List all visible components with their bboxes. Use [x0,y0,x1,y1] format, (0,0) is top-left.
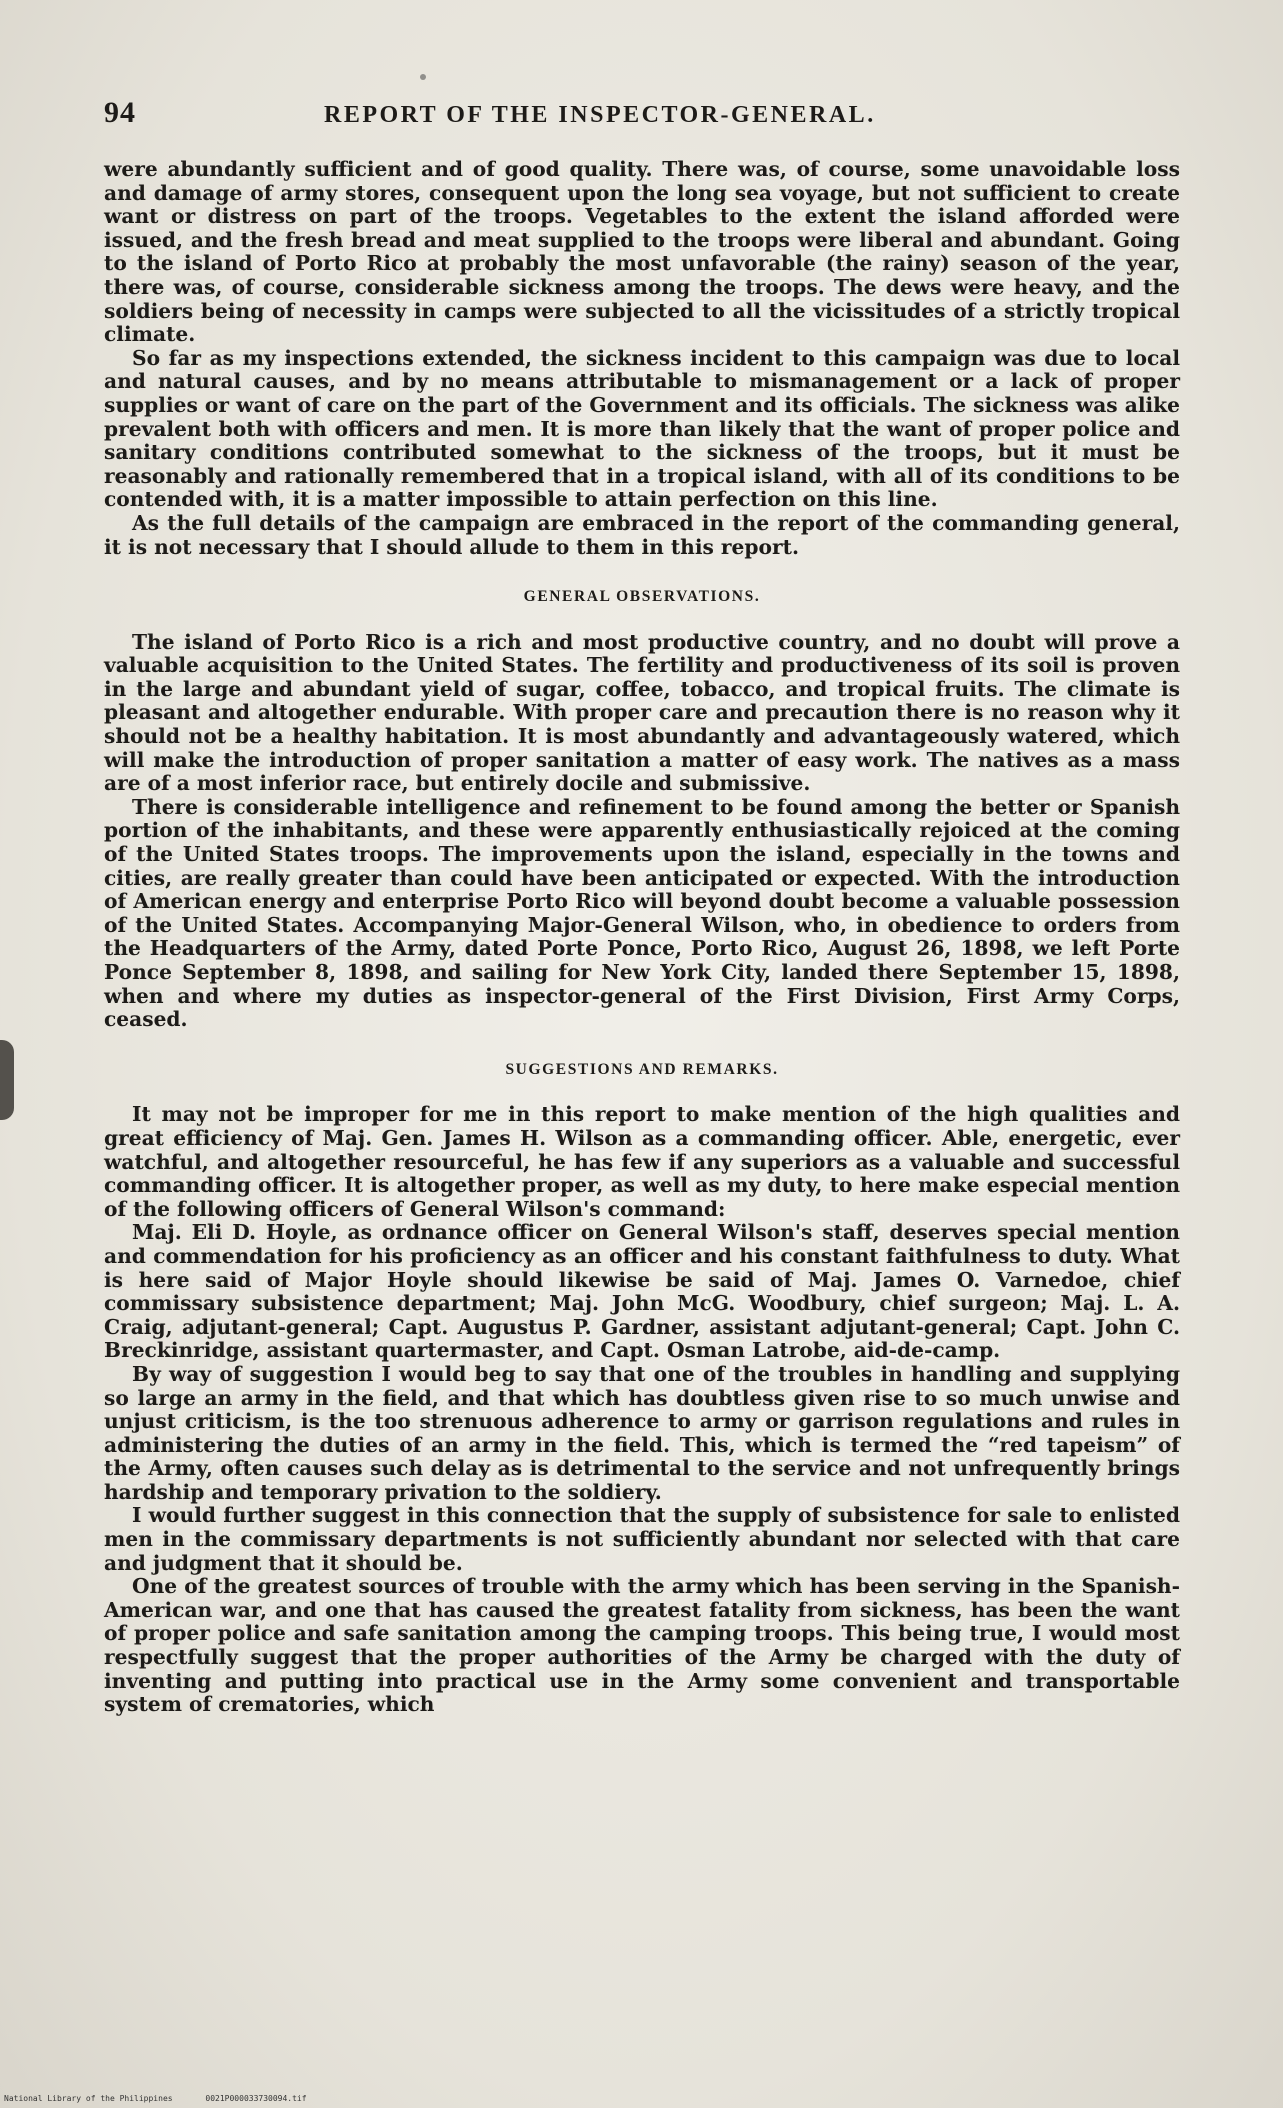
ink-speck [420,74,426,80]
footer-file-id: 0021P000033730094.tif [205,2094,307,2103]
paragraph: I would further suggest in this connection that the supply of subsistence for sale to enlisted men in the commissary departments is not sufficiently abundant nor selected with that care and judgment that it should be. [104,1503,1180,1575]
section-heading-suggestions-and-remarks: SUGGESTIONS AND REMARKS. [505,1060,779,1078]
paragraph: As the full details of the campaign are embraced in the report of the commanding general, it is not necessary that I should allude to them in this report. [104,510,1180,559]
page-header [104,96,1184,136]
paragraph: It may not be improper for me in this report to make mention of the high qualities and great efficiency of Maj. Gen. James H. Wilson as a commanding officer. Able, energetic, ever watchful, and altogether resourceful, he has few if any superiors as a valuable and successful commanding officer. It is altogether proper, as well as my duty, to here make especial mention of the following officers of General Wilson's command: [104,1102,1180,1221]
body-text [104,158,1180,1717]
paragraph: Maj. Eli D. Hoyle, as ordnance officer on General Wilson's staff, deserves special mention and commendation for his proficiency as an officer and his constant faithfulness to duty. What is here said of Major Hoyle should likewise be said of Maj. James O. Varnedoe, chief commissary subsistence department; Maj. John McG. Woodbury, chief surgeon; Maj. L. A. Craig, adjutant-general; Capt. Augustus P. Gardner, assistant adjutant-general; Capt. John C. Breckinridge, assistant quartermaster, and Capt. Osman Latrobe, aid-de-camp. [104,1220,1180,1363]
footer-library: National Library of the Philippines [4,2094,173,2103]
paragraph: One of the greatest sources of trouble with the army which has been serving in the Spanish-American war, and one that has caused the greatest fatality from sickness, has been the want of proper police and safe sanitation among the camping troops. This being true, I would most respectfully suggest that the proper authorities of the Army be charged with the duty of inventing and putting into practical use in the Army some convenient and transportable system of crematories, which [104,1574,1180,1717]
paragraph: There is considerable intelligence and refinement to be found among the better or Spanish portion of the inhabitants, and these were apparently enthusiastically rejoiced at the coming of the United States troops. The improvements upon the island, especially in the towns and cities, are really greater than could have been anticipated or expected. With the introduction of American energy and enterprise Porto Rico will beyond doubt become a valuable possession of the United States. Accompanying Major-General Wilson, who, in obedience to orders from the Headquarters of the Army, dated Porte Ponce, Porto Rico, August 26, 1898, we left Porte Ponce September 8, 1898, and sailing for New York City, landed there September 15, 1898, when and where my duties as inspector-general of the First Division, First Army Corps, ceased. [104,794,1180,1032]
paragraph: By way of suggestion I would beg to say that one of the troubles in handling and supplying so large an army in the field, and that which has doubtless given rise to so much unwise and unjust criticism, is the too strenuous adherence to army or garrison regulations and rules in administering the duties of an army in the field. This, which is termed the “red tapeism” of the Army, often causes such delay as is detrimental to the service and not unfrequently brings hardship and temporary privation to the soldiery. [104,1361,1180,1504]
page-number: 94 [104,96,136,129]
section-heading-general-observations: GENERAL OBSERVATIONS. [523,588,761,606]
binding-shadow [0,1040,14,1120]
paragraph: The island of Porto Rico is a rich and most productive country, and no doubt will prove a valuable acquisition to the United States. The fertility and productiveness of its soil is proven in the large and abundant yield of sugar, coffee, tobacco, and tropical fruits. The climate is pleasant and altogether endurable. With proper care and precaution there is no reason why it should not be a healthy habitation. It is most abundantly and advantageously watered, which will make the introduction of proper sanitation a matter of easy work. The natives as a mass are of a most inferior race, but entirely docile and submissive. [104,629,1180,796]
running-head: REPORT OF THE INSPECTOR-GENERAL. [324,102,876,128]
paragraph: were abundantly sufficient and of good quality. There was, of course, some unavoidable loss and damage of army stores, consequent upon the long sea voyage, but not sufficient to create want or distress on part of the troops. Vegetables to the extent the island afforded were issued, and the fresh bread and meat supplied to the troops were liberal and abundant. Going to the island of Porto Rico at probably the most unfavorable (the rainy) season of the year, there was, of course, considerable sickness among the troops. The dews were heavy, and the soldiers being of necessity in camps were subjected to all the vicissitudes of a strictly tropical climate. [104,157,1180,347]
scan-footer [4,2094,335,2103]
paragraph: So far as my inspections extended, the sickness incident to this campaign was due to local and natural causes, and by no means attributable to mismanagement or a lack of proper supplies or want of care on the part of the Government and its officials. The sickness was alike prevalent both with officers and men. It is more than likely that the want of proper police and sanitary conditions contributed somewhat to the sickness of the troops, but it must be reasonably and rationally remembered that in a tropical island, with all of its conditions to be contended with, it is a matter impossible to attain perfection on this line. [104,345,1180,512]
